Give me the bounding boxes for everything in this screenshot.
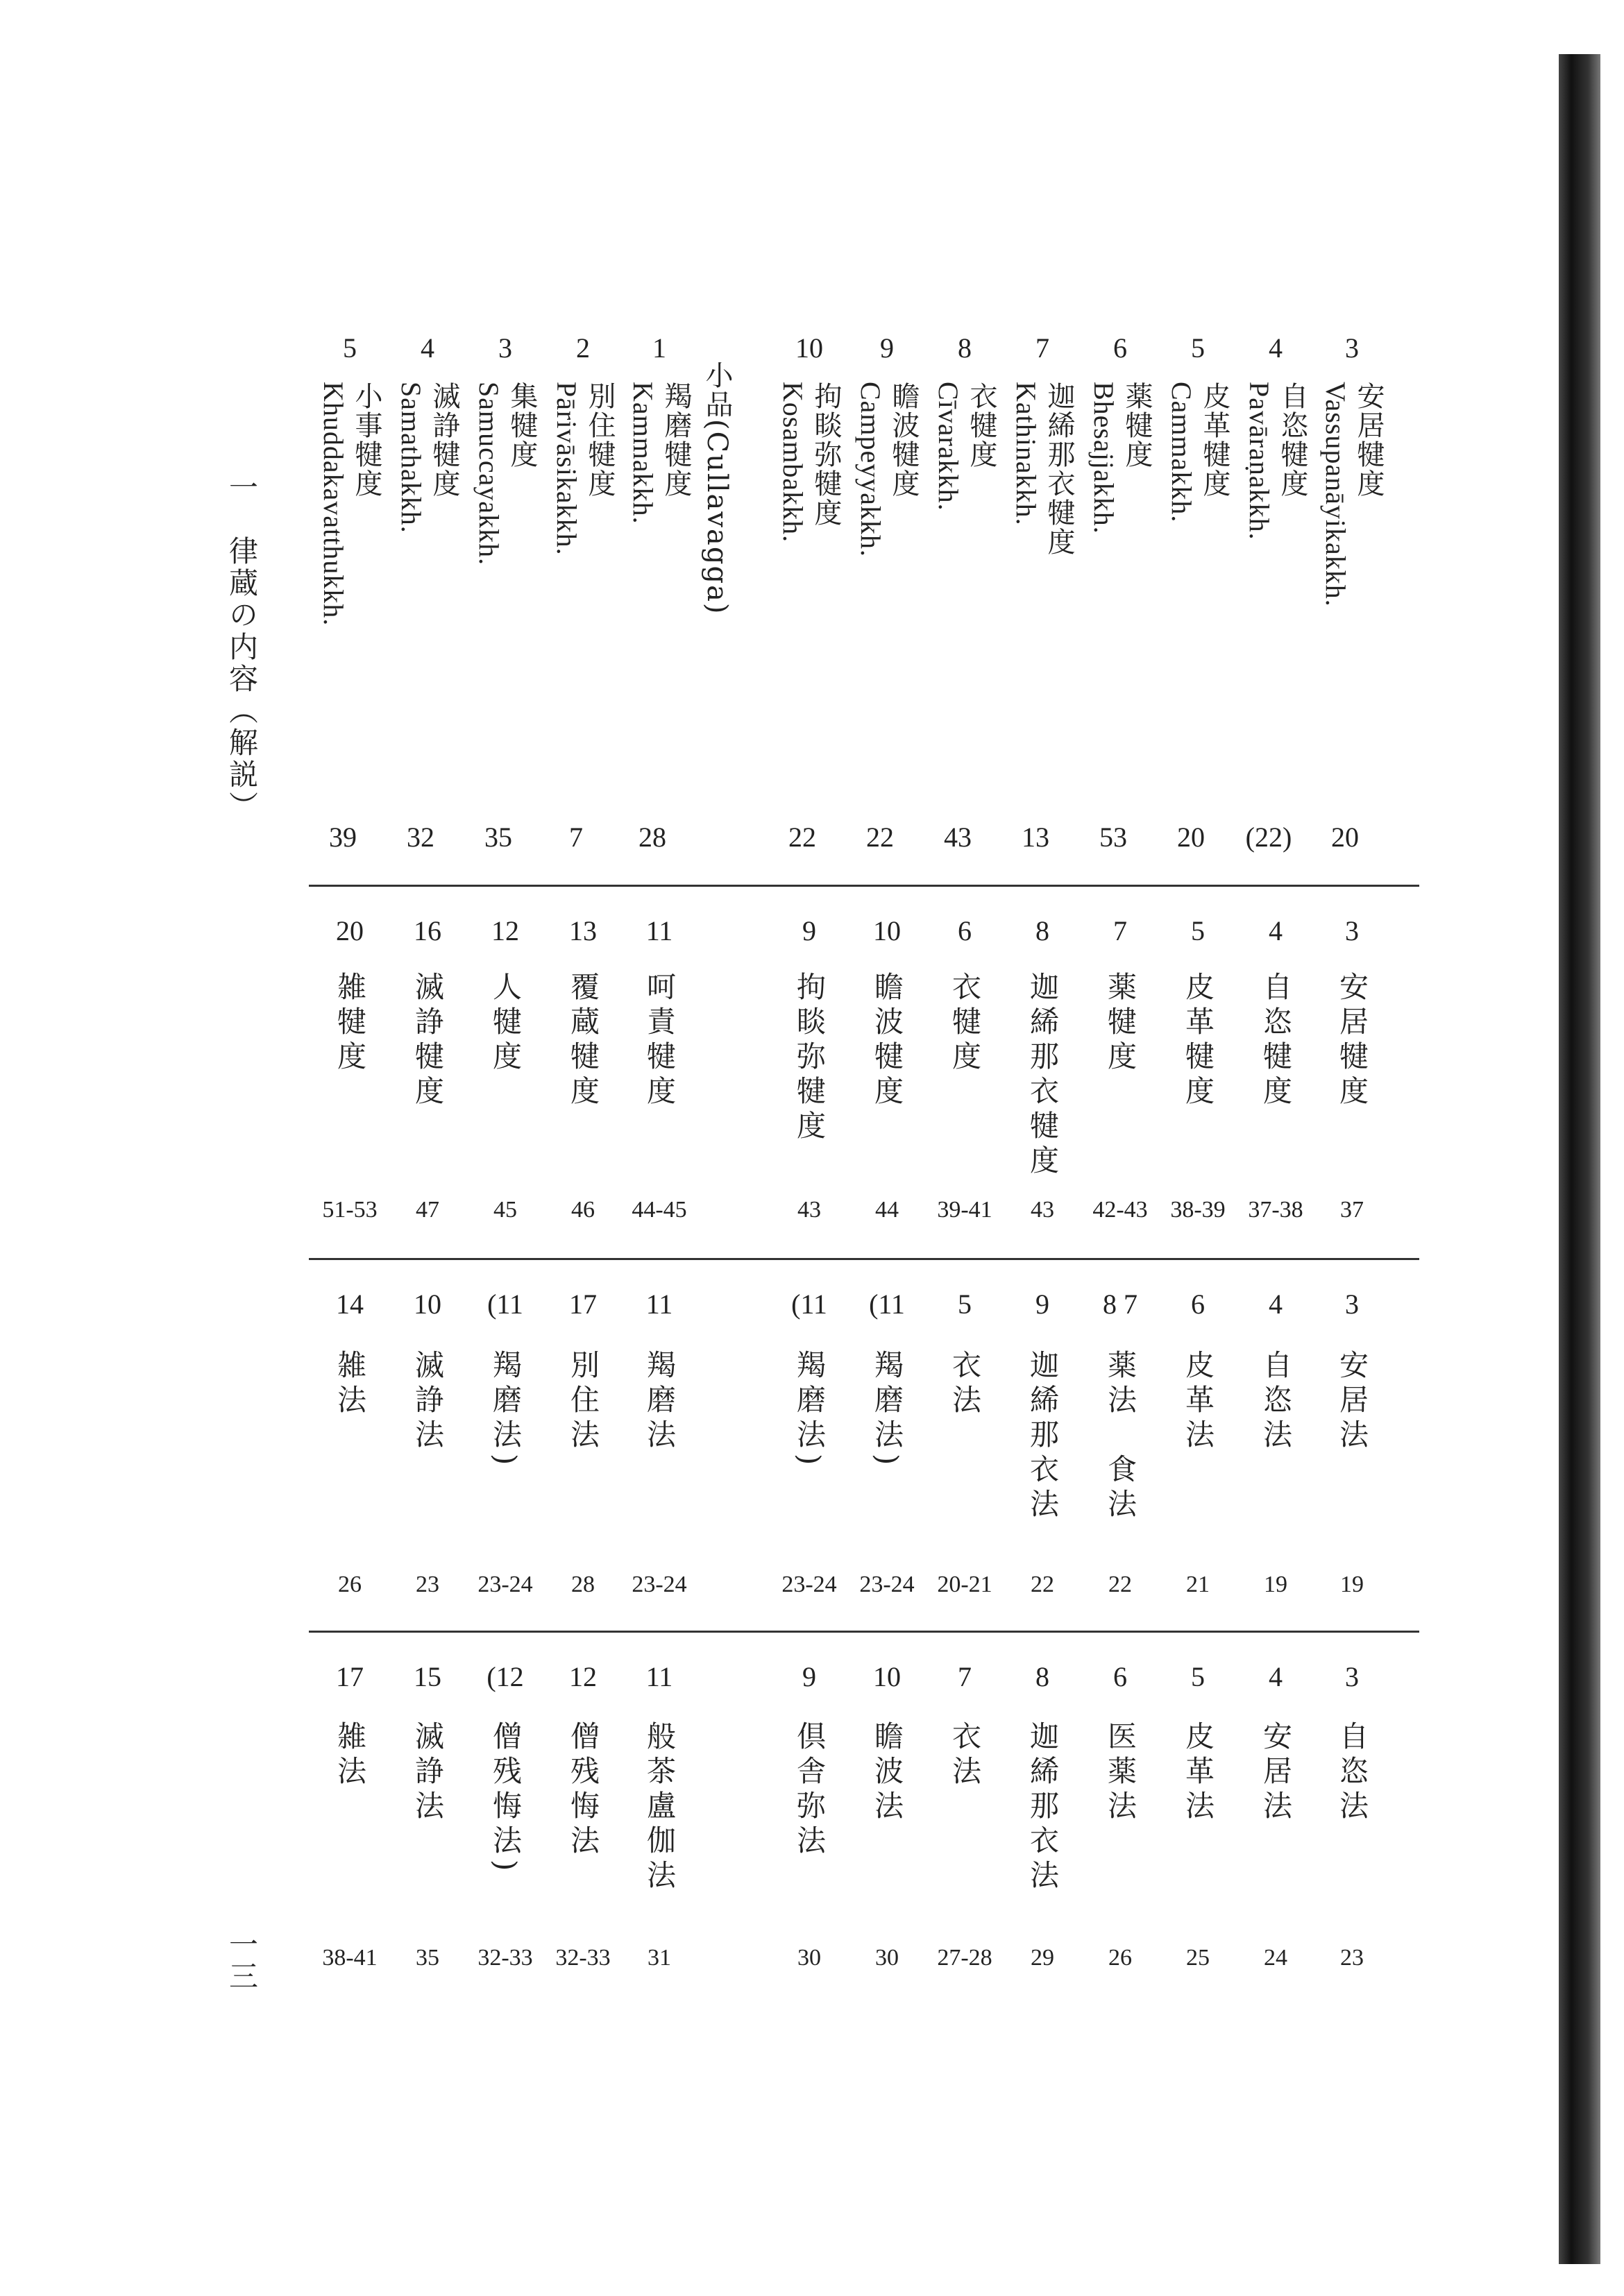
chapter-title-ja: 安居犍度 [1353,382,1385,498]
source1-name: 拘睒弥犍度 [793,971,827,1145]
chapter-number: 5 [343,332,357,364]
source2-number: 17 [569,1289,597,1320]
chapter-title-pali: Vassupanāyikakkh. [1320,382,1351,607]
source1-name: 自恣犍度 [1259,971,1293,1110]
source3-page: 30 [797,1945,821,1971]
section-count: 28 [638,822,666,853]
source1-number: 4 [1269,915,1283,946]
source1-page: 39-41 [937,1197,992,1223]
source2-number: 6 [1191,1289,1205,1320]
chapter-title-ja: 集犍度 [506,382,538,469]
source2-name: 皮革法 [1181,1350,1215,1454]
source2-name: 薬法 食法 [1103,1350,1137,1523]
source1-name: 呵責犍度 [643,971,677,1110]
source3-number: 10 [873,1661,901,1692]
source2-page: 23-24 [477,1572,533,1597]
section-count: 20 [1177,822,1205,853]
chapter-title-pali: Khuddakavatthukkh. [318,382,349,627]
chapter-number: 2 [576,332,590,364]
chapter-number: 6 [1113,332,1127,364]
source3-page: 24 [1264,1945,1287,1971]
chapter-title-pali: Campeyyakkh. [855,382,886,558]
source1-page: 47 [416,1197,439,1223]
chapter-title-ja: 瞻波犍度 [888,382,920,498]
source1-number: 20 [336,915,364,946]
source1-number: 16 [414,915,441,946]
chapter-number: 5 [1191,332,1205,364]
source1-number: 8 [1035,915,1049,946]
chapter-title-pali: Samuccayakkh. [473,382,505,566]
source1-name: 覆蔵犍度 [566,971,600,1110]
source3-page: 25 [1186,1945,1210,1971]
source2-number: (11 [791,1289,827,1320]
source2-name: 衣法 [948,1350,982,1419]
source1-page: 38-39 [1170,1197,1226,1223]
source1-number: 10 [873,915,901,946]
source1-number: 5 [1191,915,1205,946]
section-count: 32 [407,822,434,853]
source3-name: 般茶盧伽法 [643,1721,677,1894]
source3-number: 12 [569,1661,597,1692]
source2-name: 滅諍法 [411,1350,445,1454]
chapter-number: 7 [1035,332,1049,364]
source2-name: 別住法 [566,1350,600,1454]
section-count: 39 [329,822,357,853]
source1-page: 42-43 [1092,1197,1148,1223]
source1-number: 9 [802,915,816,946]
source2-page: 20-21 [937,1572,992,1597]
source2-number: (11 [487,1289,523,1320]
source1-number: 6 [958,915,972,946]
section-count: 13 [1022,822,1049,853]
source2-page: 19 [1340,1572,1364,1597]
source1-page: 43 [797,1197,821,1223]
chapter-title-ja: 皮革犍度 [1199,382,1230,498]
source2-number: 5 [958,1289,972,1320]
source3-page: 31 [648,1945,671,1971]
chapter-title-ja: 自恣犍度 [1276,382,1308,498]
source3-name: 雑法 [333,1721,367,1790]
source1-number: 13 [569,915,597,946]
source2-name: 自恣法 [1259,1350,1293,1454]
group-label: 小品(Cullavagga) [701,361,733,615]
source1-name: 薬犍度 [1103,971,1137,1075]
source3-number: 7 [958,1661,972,1692]
source2-number: 9 [1035,1289,1049,1320]
source2-number: 10 [414,1289,441,1320]
source3-page: 23 [1340,1945,1364,1971]
source3-name: 皮革法 [1181,1721,1215,1825]
source1-number: 3 [1345,915,1359,946]
chapter-number: 3 [1345,332,1359,364]
source1-page: 46 [571,1197,595,1223]
section-count: 53 [1099,822,1127,853]
source2-page: 28 [571,1572,595,1597]
source1-page: 45 [493,1197,517,1223]
source3-page: 35 [416,1945,439,1971]
source1-name: 衣犍度 [948,971,982,1075]
source2-number: 8 7 [1103,1289,1137,1320]
source2-page: 22 [1031,1572,1054,1597]
scan-edge-shadow [1559,54,1600,2264]
source3-page: 26 [1108,1945,1132,1971]
section-count: 35 [484,822,512,853]
source3-name: 安居法 [1259,1721,1293,1825]
source2-page: 22 [1108,1572,1132,1597]
source1-name: 人犍度 [489,971,523,1075]
source2-number: 4 [1269,1289,1283,1320]
source3-number: 4 [1269,1661,1283,1692]
source2-name: 羯磨法) [793,1350,827,1471]
source1-number: 12 [491,915,519,946]
source3-number: 8 [1035,1661,1049,1692]
source1-page: 44 [875,1197,899,1223]
source1-number: 11 [645,915,673,946]
chapter-title-ja: 衣犍度 [965,382,997,469]
source2-page: 23-24 [632,1572,687,1597]
chapter-number: 4 [1269,332,1283,364]
source2-page: 23-24 [781,1572,837,1597]
source3-name: 滅諍法 [411,1721,445,1825]
source3-name: 僧残悔法) [489,1721,523,1877]
source3-name: 僧残悔法 [566,1721,600,1860]
source2-page: 21 [1186,1572,1210,1597]
source1-name: 迦絺那衣犍度 [1026,971,1060,1180]
source2-page: 26 [338,1572,362,1597]
chapter-title-pali: Pārivāsikakkh. [551,382,582,556]
separator-line-3 [309,1631,1419,1633]
source1-name: 滅諍犍度 [411,971,445,1110]
source2-name: 安居法 [1335,1350,1369,1454]
source3-number: 17 [336,1661,364,1692]
source2-name: 羯磨法) [489,1350,523,1471]
source3-name: 瞻波法 [870,1721,904,1825]
source1-number: 7 [1113,915,1127,946]
source2-name: 羯磨法) [870,1350,904,1471]
chapter-title-ja: 迦絺那衣犍度 [1043,382,1075,556]
source3-number: 3 [1345,1661,1359,1692]
source1-page: 51-53 [322,1197,378,1223]
source1-name: 瞻波犍度 [870,971,904,1110]
source3-page: 27-28 [937,1945,992,1971]
source2-number: (11 [869,1289,905,1320]
source3-number: 9 [802,1661,816,1692]
separator-line-2 [309,1258,1419,1260]
source2-number: 11 [645,1289,673,1320]
source1-page: 43 [1031,1197,1054,1223]
chapter-title-pali: Cīvarakkh. [933,382,964,511]
chapter-number: 1 [652,332,666,364]
chapter-title-pali: Kathinakkh. [1010,382,1042,526]
chapter-title-pali: Pavāraṇakkh. [1244,382,1275,541]
source2-page: 19 [1264,1572,1287,1597]
source2-name: 羯磨法 [643,1350,677,1454]
source3-number: 5 [1191,1661,1205,1692]
source3-number: 6 [1113,1661,1127,1692]
section-count: 43 [944,822,972,853]
source2-page: 23-24 [859,1572,915,1597]
source1-page: 37-38 [1248,1197,1303,1223]
chapter-title-ja: 別住犍度 [584,382,616,498]
source2-name: 雑法 [333,1350,367,1419]
source3-number: 15 [414,1661,441,1692]
chapter-title-pali: Samathakkh. [396,382,427,534]
chapter-number: 8 [958,332,972,364]
chapter-title-ja: 拘睒弥犍度 [810,382,842,527]
chapter-title-ja: 薬犍度 [1121,382,1153,469]
section-count: 22 [788,822,816,853]
chapter-number: 3 [498,332,512,364]
chapter-title-ja: 小事犍度 [350,382,382,498]
chapter-title-pali: Kosambakkh. [777,382,809,543]
section-count: 7 [569,822,583,853]
chapter-title-pali: Kammakkh. [627,382,659,525]
chapter-title-ja: 羯磨犍度 [660,382,692,498]
chapter-title-ja: 滅諍犍度 [428,382,460,498]
source2-name: 迦絺那衣法 [1026,1350,1060,1523]
separator-line-1 [309,885,1419,887]
chapter-number: 10 [795,332,823,364]
source3-name: 医薬法 [1103,1721,1137,1825]
page-number: 一三 [225,1929,259,1993]
source3-page: 29 [1031,1945,1054,1971]
source3-page: 38-41 [322,1945,378,1971]
source3-number: 11 [645,1661,673,1692]
source3-number: (12 [487,1661,524,1692]
source1-name: 皮革犍度 [1181,971,1215,1110]
section-heading: 一 律蔵の内容（解説） [225,472,259,823]
source2-page: 23 [416,1572,439,1597]
source2-number: 3 [1345,1289,1359,1320]
source3-name: 衣法 [948,1721,982,1790]
section-count: 20 [1331,822,1359,853]
chapter-number: 9 [880,332,894,364]
source3-name: 倶舎弥法 [793,1721,827,1860]
source3-page: 30 [875,1945,899,1971]
section-count: 22 [866,822,894,853]
source1-name: 安居犍度 [1335,971,1369,1110]
source2-number: 14 [336,1289,364,1320]
source3-page: 32-33 [477,1945,533,1971]
chapter-title-pali: Cammakkh. [1166,382,1197,523]
chapter-title-pali: Bhesajjakkh. [1088,382,1119,534]
source3-name: 自恣法 [1335,1721,1369,1825]
source1-page: 44-45 [632,1197,687,1223]
source1-page: 37 [1340,1197,1364,1223]
source3-name: 迦絺那衣法 [1026,1721,1060,1894]
source3-page: 32-33 [555,1945,611,1971]
source1-name: 雑犍度 [333,971,367,1075]
chapter-number: 4 [421,332,434,364]
section-count: (22) [1245,822,1292,853]
